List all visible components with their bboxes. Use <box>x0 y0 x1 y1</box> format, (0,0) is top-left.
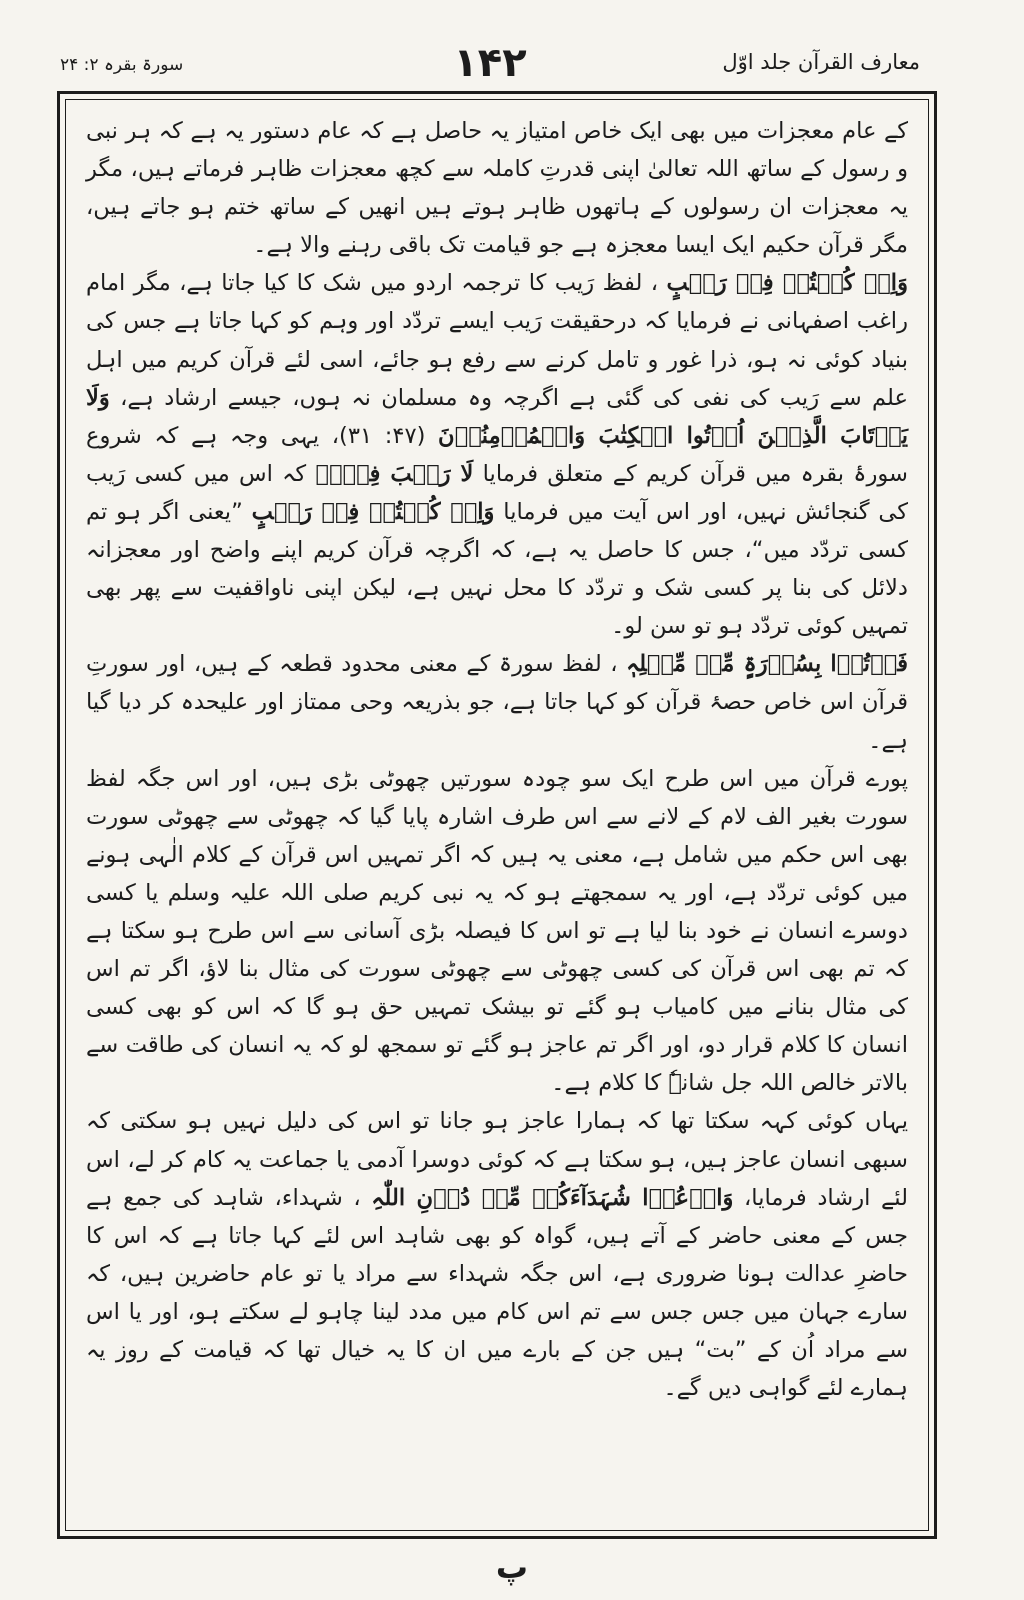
body-paragraph <box>86 1102 908 1407</box>
page-body <box>65 99 929 1531</box>
paragraph-text: پورے قرآن میں اس طرح ایک سو چودہ سورتیں چھوٹی بڑی ہیں، اور اس جگہ لفظ سورت بغیر الف لام کے لانے سے اس طرف اشارہ پایا گیا کہ چھوٹی سے چھوٹی سورت بھی اس حکم میں شامل ہے، معنی یہ ہیں کہ اگر تمہیں اس قرآن کے کلام الٰہی ہونے میں کوئی تردّد ہے، اور یہ سمجھتے ہو کہ یہ نبی کریم صلی اللہ علیہ وسلم یا کسی دوسرے انسان نے خود بنا لیا ہے تو اس کا فیصلہ بڑی آسانی سے اس طرح ہو سکتا ہے کہ تم بھی اس قرآن کی کسی چھوٹی سے چھوٹی سورت کی مثال بنا لاؤ، اگر تم اس کی مثال بنانے میں کامیاب ہو گئے تو بیشک تمہیں حق ہو گا کہ اس کو بھی کسی انسان کا کلام قرار دو، اور اگر تم عاجز ہو گئے تو سمجھ لو کہ یہ انسان کی طاقت سے بالاتر خالص اللہ جل شانہٗ کا کلام ہے۔ <box>86 765 908 1097</box>
surah-reference: سورۃ بقرہ ۲: ۲۴ <box>60 55 184 75</box>
body-paragraph <box>86 264 908 645</box>
page-header <box>60 40 920 90</box>
body-paragraph <box>86 645 908 759</box>
paragraph-text: یہاں کوئی کہہ سکتا تھا کہ ہمارا عاجز ہو جانا تو اس کی دلیل نہیں ہو سکتی کہ سبھی انسان عاجز ہیں، ہو سکتا ہے کہ کوئی دوسرا آدمی یا جماعت یہ کام کر لے، اس لئے ارشاد فرمایا، <box>86 1108 908 1211</box>
paragraph-text: ”یعنی اگر ہو تم کسی تردّد میں“، جس کا حاصل یہ ہے، کہ اگرچہ قرآن کریم اپنے واضح اور معجزانہ دلائل کی بنا پر کسی شک و تردّد کا محل نہیں ہے، لیکن اپنی ناواقفیت سے پھر بھی تمہیں کوئی تردّد ہو تو سن لو۔ <box>86 498 908 640</box>
body-paragraph <box>86 112 908 264</box>
body-paragraph <box>86 760 908 1103</box>
quran-quote: وَادۡعُوۡا شُہَدَآءَکُمۡ مِّنۡ دُوۡنِ اللّٰہِ <box>371 1184 734 1211</box>
footer-signature: پ <box>495 1548 529 1586</box>
paragraph-text: کے عام معجزات میں بھی ایک خاص امتیاز یہ حاصل ہے کہ عام دستور یہ ہے کہ ہر نبی و رسول کے ساتھ اللہ تعالیٰ اپنی قدرتِ کاملہ سے کچھ معجزات ظاہر فرماتے ہیں، مگر یہ معجزات ان رسولوں کے ہاتھوں ظاہر ہوتے ہیں انھیں کے ساتھ ختم ہو جاتے ہیں، مگر قرآن حکیم ایک ایسا معجزہ ہے جو قیامت تک باقی رہنے والا ہے۔ <box>86 118 908 259</box>
paragraph-text: کہ اس میں کسی رَیب کی گنجائش نہیں، اور اس آیت میں فرمایا <box>86 460 908 525</box>
book-title: معارف القرآن جلد اوّل <box>722 50 920 74</box>
quran-quote: وَاِنۡ کُنۡتُمۡ فِیۡ رَیۡبٍ <box>251 498 495 525</box>
quran-quote: وَلَا یَرۡتَابَ الَّذِیۡنَ اُوۡتُوا الۡکِتٰبَ وَالۡمُؤۡمِنُوۡنَ <box>86 384 908 449</box>
paragraph-text: (۴۷: ۳۱)، یہی وجہ ہے کہ شروع سورۂ بقرہ میں قرآن کریم کے متعلق فرمایا <box>86 422 908 487</box>
paragraph-text: ، لفظ سورۃ کے معنی محدود قطعہ کے ہیں، اور سورتِ قرآن اس خاص حصۂ قرآن کو کہا جاتا ہے، جو بذریعہ وحی ممتاز اور علیحدہ کر دیا گیا ہے۔ <box>86 651 908 754</box>
quran-quote: لَا رَیۡبَ فِیۡہِ <box>315 460 474 487</box>
quran-quote: وَاِنۡ کُنۡتُمۡ فِیۡ رَیۡبٍ <box>666 270 908 297</box>
quran-quote: فَاۡتُوۡا بِسُوۡرَۃٍ مِّنۡ مِّثۡلِہٖ <box>626 651 908 678</box>
paragraph-text: ، شہداء، شاہد کی جمع ہے جس کے معنی حاضر کے آتے ہیں، گواہ کو بھی شاہد اس لئے کہا جاتا ہے کہ اس کا حاضرِ عدالت ہونا ضروری ہے، اس جگہ شہداء سے مراد یا تو عام حاضرین ہیں، کہ سارے جہان میں جس جس سے تم اس کام میں مدد لینا چاہو لے سکتے ہو، اور یا اس سے مراد اُن کے ”بت“ ہیں جن کے بارے میں ان کا یہ خیال تھا کہ قیامت کے روز یہ ہمارے لئے گواہی دیں گے۔ <box>86 1184 908 1402</box>
page-number: ۱۴۲ <box>453 40 527 86</box>
paragraph-text: ، لفظ رَیب کا ترجمہ اردو میں شک کا کیا جاتا ہے، مگر امام راغب اصفہانی نے فرمایا کہ درحقیقت رَیب ایسے تردّد اور وہم کو کہا جاتا ہے جس کی بنیاد کوئی نہ ہو، ذرا غور و تامل کرنے سے رفع ہو جائے، اسی لئے قرآن کریم میں اہل علم سے رَیب کی نفی کی گئی ہے اگرچہ وہ مسلمان نہ ہوں، جیسے ارشاد ہے، <box>86 270 908 411</box>
